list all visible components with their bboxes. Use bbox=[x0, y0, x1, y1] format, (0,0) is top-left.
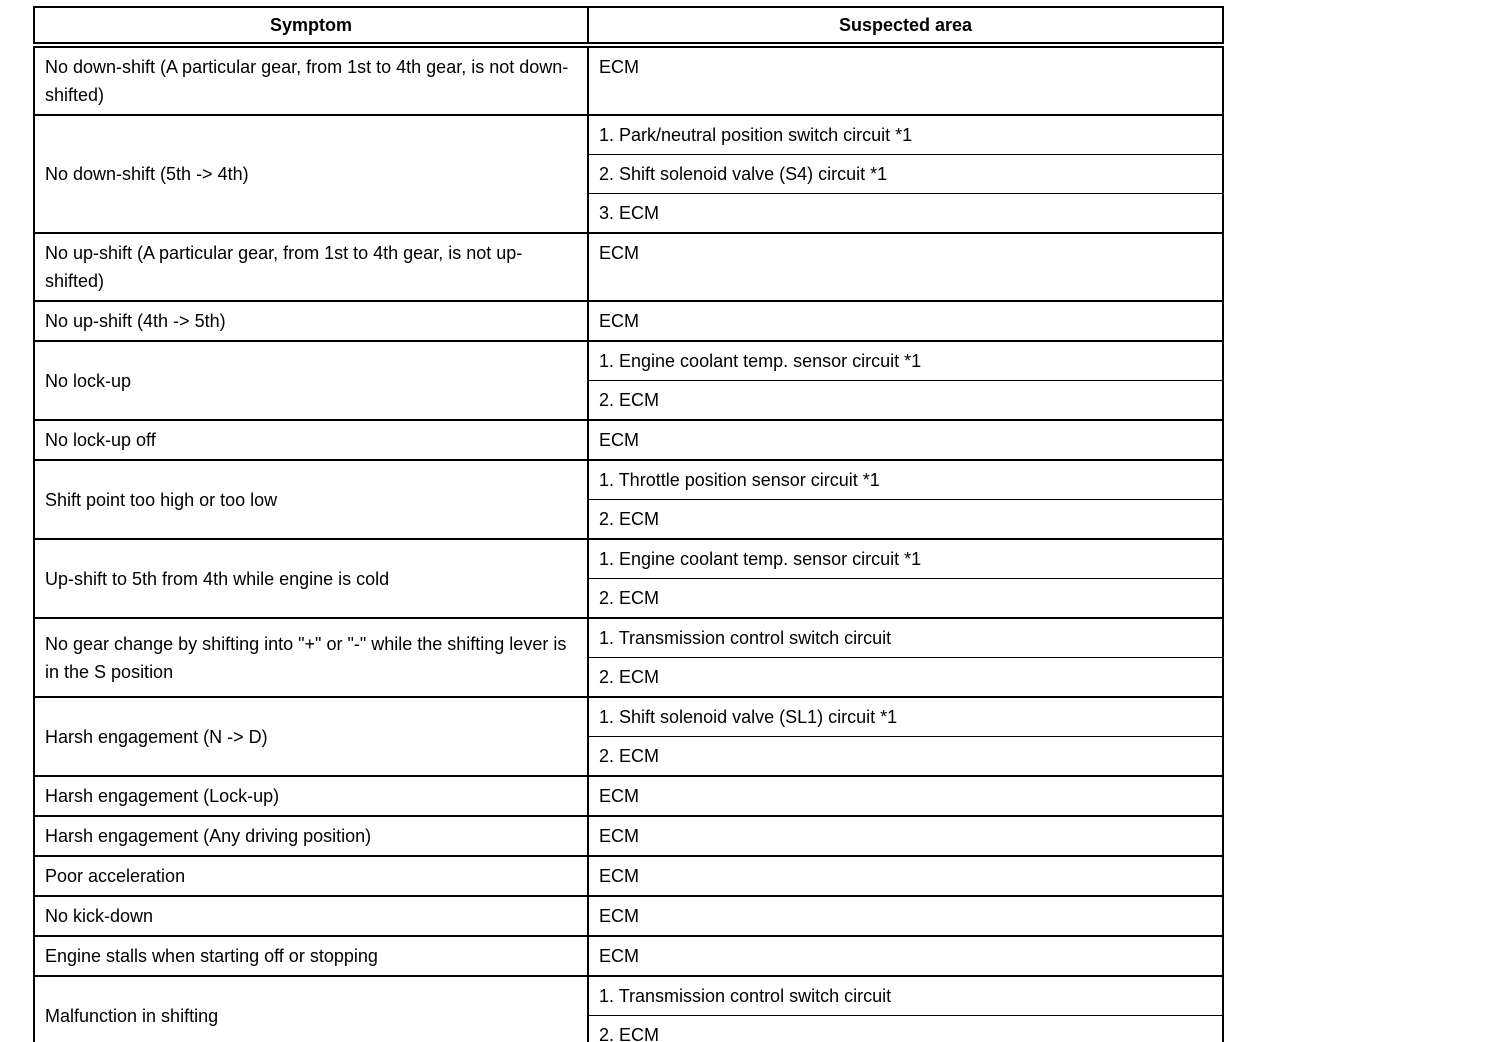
symptom-cell: Up-shift to 5th from 4th while engine is cold bbox=[34, 539, 588, 618]
suspected-area-cell: 1. Throttle position sensor circuit *1 bbox=[588, 460, 1223, 500]
symptom-cell: Harsh engagement (Any driving position) bbox=[34, 816, 588, 856]
suspected-area-cell: ECM bbox=[588, 420, 1223, 460]
symptom-cell: No lock-up bbox=[34, 341, 588, 420]
symptom-cell: Shift point too high or too low bbox=[34, 460, 588, 539]
suspected-area-cell: 2. ECM bbox=[588, 737, 1223, 777]
table-row bbox=[34, 301, 1223, 341]
table-row bbox=[34, 460, 1223, 500]
table-header bbox=[34, 7, 1223, 45]
table-row bbox=[34, 233, 1223, 301]
table-row bbox=[34, 976, 1223, 1016]
symptom-troubleshooting-table bbox=[33, 6, 1224, 1042]
suspected-area-cell: ECM bbox=[588, 936, 1223, 976]
symptom-cell: Harsh engagement (Lock-up) bbox=[34, 776, 588, 816]
table-row bbox=[34, 341, 1223, 381]
table-body bbox=[34, 45, 1223, 1042]
suspected-area-cell: 2. ECM bbox=[588, 500, 1223, 540]
table-row bbox=[34, 420, 1223, 460]
table-row bbox=[34, 697, 1223, 737]
suspected-area-cell: 2. ECM bbox=[588, 579, 1223, 619]
symptom-cell: No gear change by shifting into "+" or "-" while the shifting lever is in the S position bbox=[34, 618, 588, 697]
suspected-area-cell: 1. Shift solenoid valve (SL1) circuit *1 bbox=[588, 697, 1223, 737]
symptom-cell: No lock-up off bbox=[34, 420, 588, 460]
suspected-area-cell: ECM bbox=[588, 776, 1223, 816]
column-header-symptom: Symptom bbox=[34, 7, 588, 45]
column-header-suspected-area: Suspected area bbox=[588, 7, 1223, 45]
symptom-cell: No up-shift (4th -> 5th) bbox=[34, 301, 588, 341]
table-row bbox=[34, 776, 1223, 816]
table-row bbox=[34, 936, 1223, 976]
suspected-area-cell: 2. ECM bbox=[588, 658, 1223, 698]
table-row bbox=[34, 45, 1223, 115]
symptom-cell: Malfunction in shifting bbox=[34, 976, 588, 1042]
suspected-area-cell: ECM bbox=[588, 301, 1223, 341]
symptom-cell: Harsh engagement (N -> D) bbox=[34, 697, 588, 776]
suspected-area-cell: 1. Engine coolant temp. sensor circuit *1 bbox=[588, 341, 1223, 381]
table-row bbox=[34, 816, 1223, 856]
suspected-area-cell: 3. ECM bbox=[588, 194, 1223, 234]
suspected-area-cell: 1. Transmission control switch circuit bbox=[588, 618, 1223, 658]
symptom-cell: No up-shift (A particular gear, from 1st to 4th gear, is not up-shifted) bbox=[34, 233, 588, 301]
symptom-cell: No down-shift (5th -> 4th) bbox=[34, 115, 588, 233]
table-row bbox=[34, 539, 1223, 579]
symptom-cell: Poor acceleration bbox=[34, 856, 588, 896]
header-row bbox=[34, 7, 1223, 45]
symptom-cell: No down-shift (A particular gear, from 1st to 4th gear, is not down-shifted) bbox=[34, 45, 588, 115]
suspected-area-cell: 2. Shift solenoid valve (S4) circuit *1 bbox=[588, 155, 1223, 194]
suspected-area-cell: ECM bbox=[588, 896, 1223, 936]
table-row bbox=[34, 856, 1223, 896]
suspected-area-cell: 1. Transmission control switch circuit bbox=[588, 976, 1223, 1016]
suspected-area-cell: 2. ECM bbox=[588, 1016, 1223, 1042]
suspected-area-cell: ECM bbox=[588, 856, 1223, 896]
symptom-cell: Engine stalls when starting off or stopping bbox=[34, 936, 588, 976]
suspected-area-cell: ECM bbox=[588, 45, 1223, 115]
table-row bbox=[34, 618, 1223, 658]
suspected-area-cell: 1. Park/neutral position switch circuit *1 bbox=[588, 115, 1223, 155]
table-row bbox=[34, 896, 1223, 936]
suspected-area-cell: ECM bbox=[588, 816, 1223, 856]
suspected-area-cell: ECM bbox=[588, 233, 1223, 301]
suspected-area-cell: 1. Engine coolant temp. sensor circuit *1 bbox=[588, 539, 1223, 579]
symptom-cell: No kick-down bbox=[34, 896, 588, 936]
suspected-area-cell: 2. ECM bbox=[588, 381, 1223, 421]
table-row bbox=[34, 115, 1223, 155]
